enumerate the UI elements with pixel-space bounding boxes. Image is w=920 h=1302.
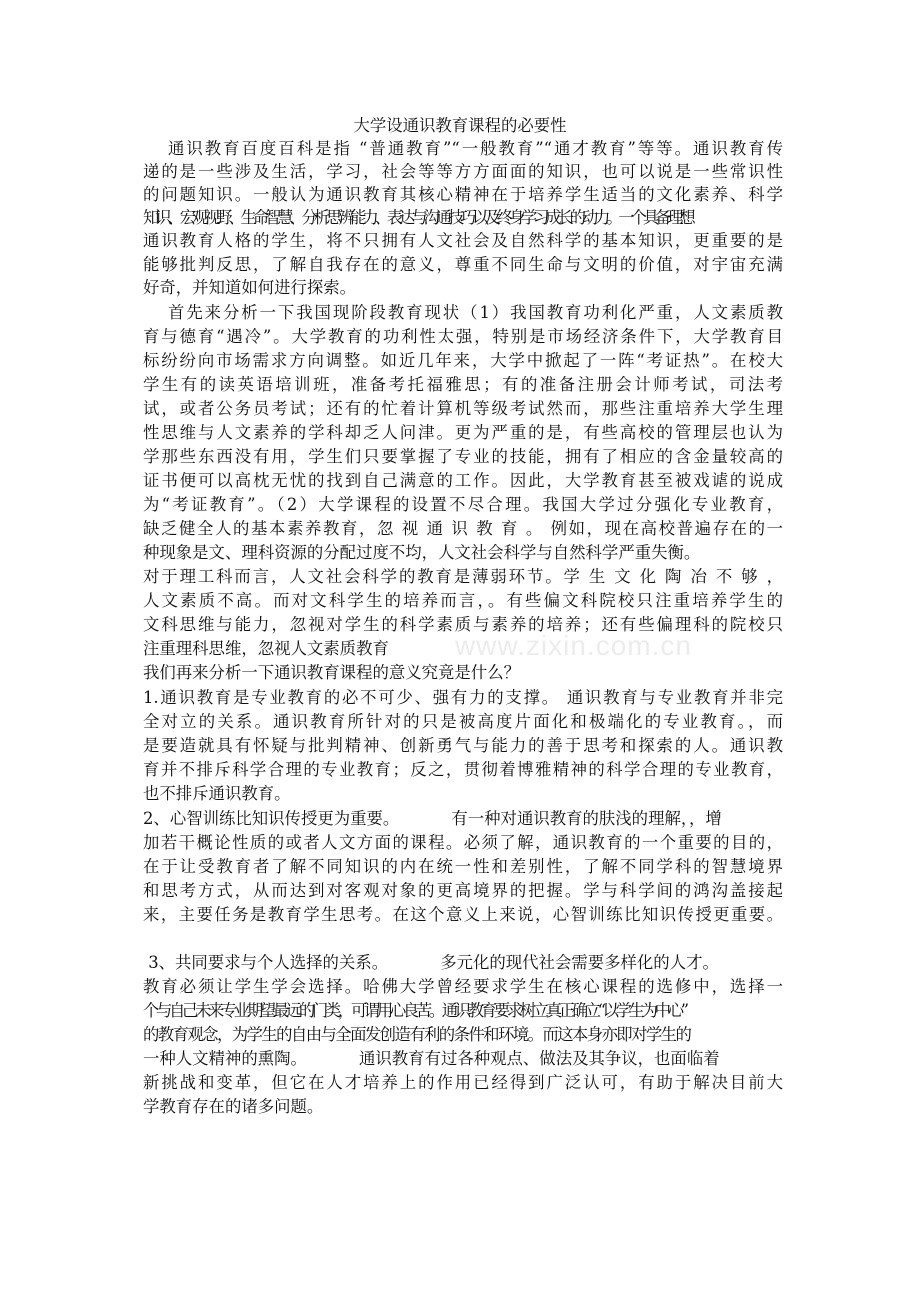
text-line: 学生有的读英语培训班，准备考托福雅思；有的准备注册会计师考试，司法考 bbox=[143, 375, 783, 394]
text-line: 首先来分析一下我国现阶段教育现状（1）我国教育功利化严重，人文素质教 bbox=[168, 303, 783, 322]
text-line: 好奇，并知道如何进行探索。 bbox=[143, 278, 357, 297]
text-line: 育并不排斥科学合理的专业教育；反之，贯彻着博雅精神的科学合理的专业教育， bbox=[143, 760, 783, 779]
text-line: 递的是一些涉及生活，学习，社会等等方方面面的知识，也可以说是一些常识性 bbox=[143, 162, 783, 181]
text-line: 文科思维与能力，忽视对学生的科学素质与素养的培养；还有些偏理科的院校只 bbox=[143, 615, 783, 634]
text-line: 2、心智训练比知识传授更为重要。 有一种对通识教育的肤浅的理解，，增 bbox=[143, 809, 722, 828]
text-line: 人文素质不高。而对文科学生的培养而言，。有些偏文科院校只注重培养学生的 bbox=[143, 591, 783, 610]
text-line: 注重理科思维，忽视人文素质教育 bbox=[143, 639, 389, 658]
text-line: 缺乏健全人的基本素养教育，忽 视 通 识 教 育 。 例如，现在高校普遍存在的一 bbox=[143, 519, 783, 538]
text-line: 加若干概论性质的或者人文方面的课程。必须了解，通识教育的一个重要的目的， bbox=[143, 833, 783, 852]
text-line: 对于理工科而言，人文社会科学的教育是薄弱环节。学 生 文 化 陶 冶 不 够 ， bbox=[143, 567, 783, 586]
text-line: 能够批判反思，了解自我存在的意义，尊重不同生命与文明的价值，对宇宙充满 bbox=[143, 255, 783, 274]
text-line: 学那些东西没有用，学生们只要掌握了专业的技能，拥有了相应的含金量较高的 bbox=[143, 447, 783, 466]
text-line: 性思维与人文素养的学科却乏人问津。更为严重的是，有些高校的管理层也认为 bbox=[143, 423, 783, 442]
text-line: 种现象是文、理科资源的分配过度不均，人文社会科学与自然科学严重失衡。 bbox=[143, 543, 701, 562]
text-line: 教育必须让学生学会选择。哈佛大学曾经要求学生在核心课程的选修中，选择一 bbox=[143, 977, 783, 996]
text-line: 全对立的关系。通识教育所针对的只是被高度片面化和极端化的专业教育。，而 bbox=[143, 712, 783, 731]
text-line: 的问题知识。一般认为通识教育其核心精神在于培养学生适当的文化素养、科学 bbox=[143, 185, 783, 204]
text-line: 个与自己未来专业期望最远的门类，可谓用心良苦。通识教育要求树立真正确立“以学生为中心” bbox=[143, 1001, 686, 1020]
text-line: 证书便可以高枕无忧的找到自己满意的工作。因此，大学教育甚至被戏谑的说成 bbox=[143, 471, 783, 490]
text-line: 3、共同要求与个人选择的关系。 多元化的现代社会需要多样化的人才。 bbox=[143, 953, 719, 972]
text-line: 也不排斥通识教育。 bbox=[143, 784, 291, 803]
text-line: 通识教育百度百科是指 “普通教育”“一般教育”“通才教育”等等。通识教育传 bbox=[168, 139, 783, 158]
text-line: 试，或者公务员考试；还有的忙着计算机等级考试然而，那些注重培养大学生理 bbox=[143, 399, 783, 418]
text-line: 学教育存在的诸多问题。 bbox=[143, 1097, 324, 1116]
watermark: www.zixin.com.cn bbox=[455, 630, 692, 661]
text-line: 我们再来分析一下通识教育课程的意义究竟是什么？ bbox=[143, 663, 520, 682]
text-line: 和思考方式，从而达到对客观对象的更高境界的把握。学与科学间的鸿沟盖接起 bbox=[143, 881, 783, 900]
text-line: 的教育观念，为学生的自由与全面发创造有利的条件和环境。而这本身亦即对学生的 bbox=[143, 1025, 691, 1044]
text-line: 1.通识教育是专业教育的必不可少、强有力的支撑。 通识教育与专业教育并非完 bbox=[143, 688, 783, 707]
text-line: 是要造就具有怀疑与批判精神、创新勇气与能力的善于思考和探索的人。通识教 bbox=[143, 736, 783, 755]
text-line: 育与德育“遇冷”。大学教育的功利性太强，特别是市场经济条件下，大学教育目 bbox=[143, 327, 783, 346]
text-line: 为“考证教育”。（2）大学课程的设置不尽合理。我国大学过分强化专业教育， bbox=[143, 495, 783, 514]
text-line: 在于让受教育者了解不同知识的内在统一性和差别性，了解不同学科的智慧境界 bbox=[143, 857, 783, 876]
page-title: 大学设通识教育课程的必要性 bbox=[353, 116, 567, 135]
text-line: 一种人文精神的熏陶。 通识教育有过各种观点、做法及其争议，也面临着 bbox=[143, 1049, 720, 1068]
text-line: 通识教育人格的学生，将不只拥有人文社会及自然科学的基本知识，更重要的是 bbox=[143, 231, 783, 250]
text-line: 来，主要任务是教育学生思考。在这个意义上来说，心智训练比知识传授更重要。 bbox=[143, 905, 783, 924]
text-line: 新挑战和变革，但它在人才培养上的作用已经得到广泛认可，有助于解决目前大 bbox=[143, 1073, 783, 1092]
text-line: 知识、宏观视野、生命智慧、分析思辨能力、表达与沟通技巧以及终身学习成长的动力。一个具备理想 bbox=[143, 208, 692, 227]
text-line: 标纷纷向市场需求方向调整。如近几年来，大学中掀起了一阵“考证热”。在校大 bbox=[143, 351, 783, 370]
